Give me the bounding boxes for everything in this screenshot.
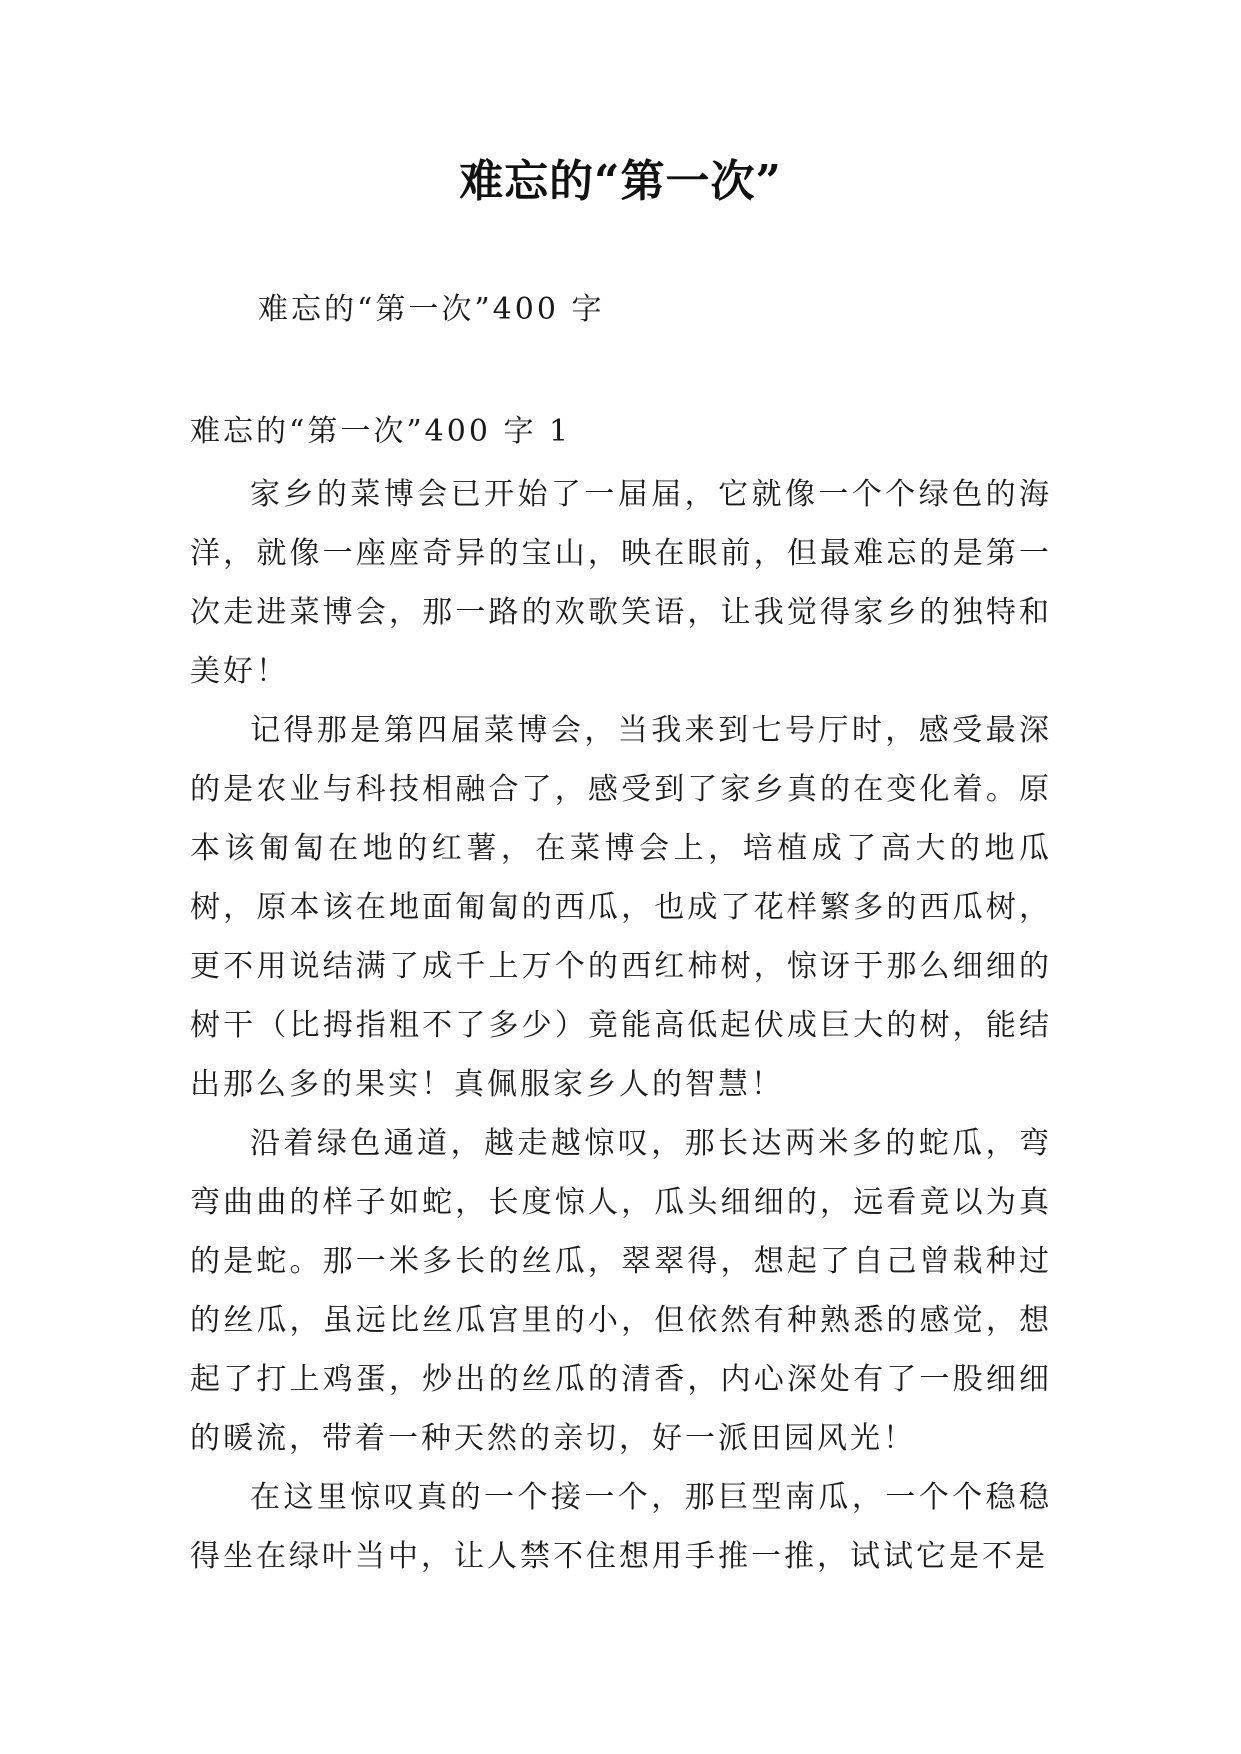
document-title: 难忘的“第一次”	[459, 156, 782, 207]
document-body	[190, 465, 1052, 1586]
paragraph: 记得那是第四届菜博会，当我来到七号厅时，感受最深的是农业与科技相融合了，感受到了家乡真的在变化着。原本该匍匐在地的红薯，在菜博会上，培植成了高大的地瓜树，原本该在地面匍匐的西瓜，也成了花样繁多的西瓜树，更不用说结满了成千上万个的西红柿树，惊讶于那么细细的树干（比拇指粗不了多少）竟能高低起伏成巨大的树，能结出那么多的果实！真佩服家乡人的智慧！	[190, 713, 1052, 1102]
paragraph: 家乡的菜博会已开始了一届届，它就像一个个绿色的海洋，就像一座座奇异的宝山，映在眼前，但最难忘的是第一次走进菜博会，那一路的欢歌笑语，让我觉得家乡的独特和美好！	[190, 477, 1052, 689]
section-heading: 难忘的“第一次”400 字 1	[190, 414, 572, 449]
paragraph: 在这里惊叹真的一个接一个，那巨型南瓜，一个个稳稳得坐在绿叶当中，让人禁不住想用手推一推，试试它是不是	[190, 1480, 1052, 1574]
paragraph: 沿着绿色通道，越走越惊叹，那长达两米多的蛇瓜，弯弯曲曲的样子如蛇，长度惊人，瓜头细细的，远看竟以为真的是蛇。那一米多长的丝瓜，翠翠得，想起了自己曾栽种过的丝瓜，虽远比丝瓜宫里的小，但依然有种熟悉的感觉，想起了打上鸡蛋，炒出的丝瓜的清香，内心深处有了一股细细的暖流，带着一种天然的亲切，好一派田园风光！	[190, 1126, 1052, 1456]
document-subtitle: 难忘的“第一次”400 字	[258, 292, 605, 327]
